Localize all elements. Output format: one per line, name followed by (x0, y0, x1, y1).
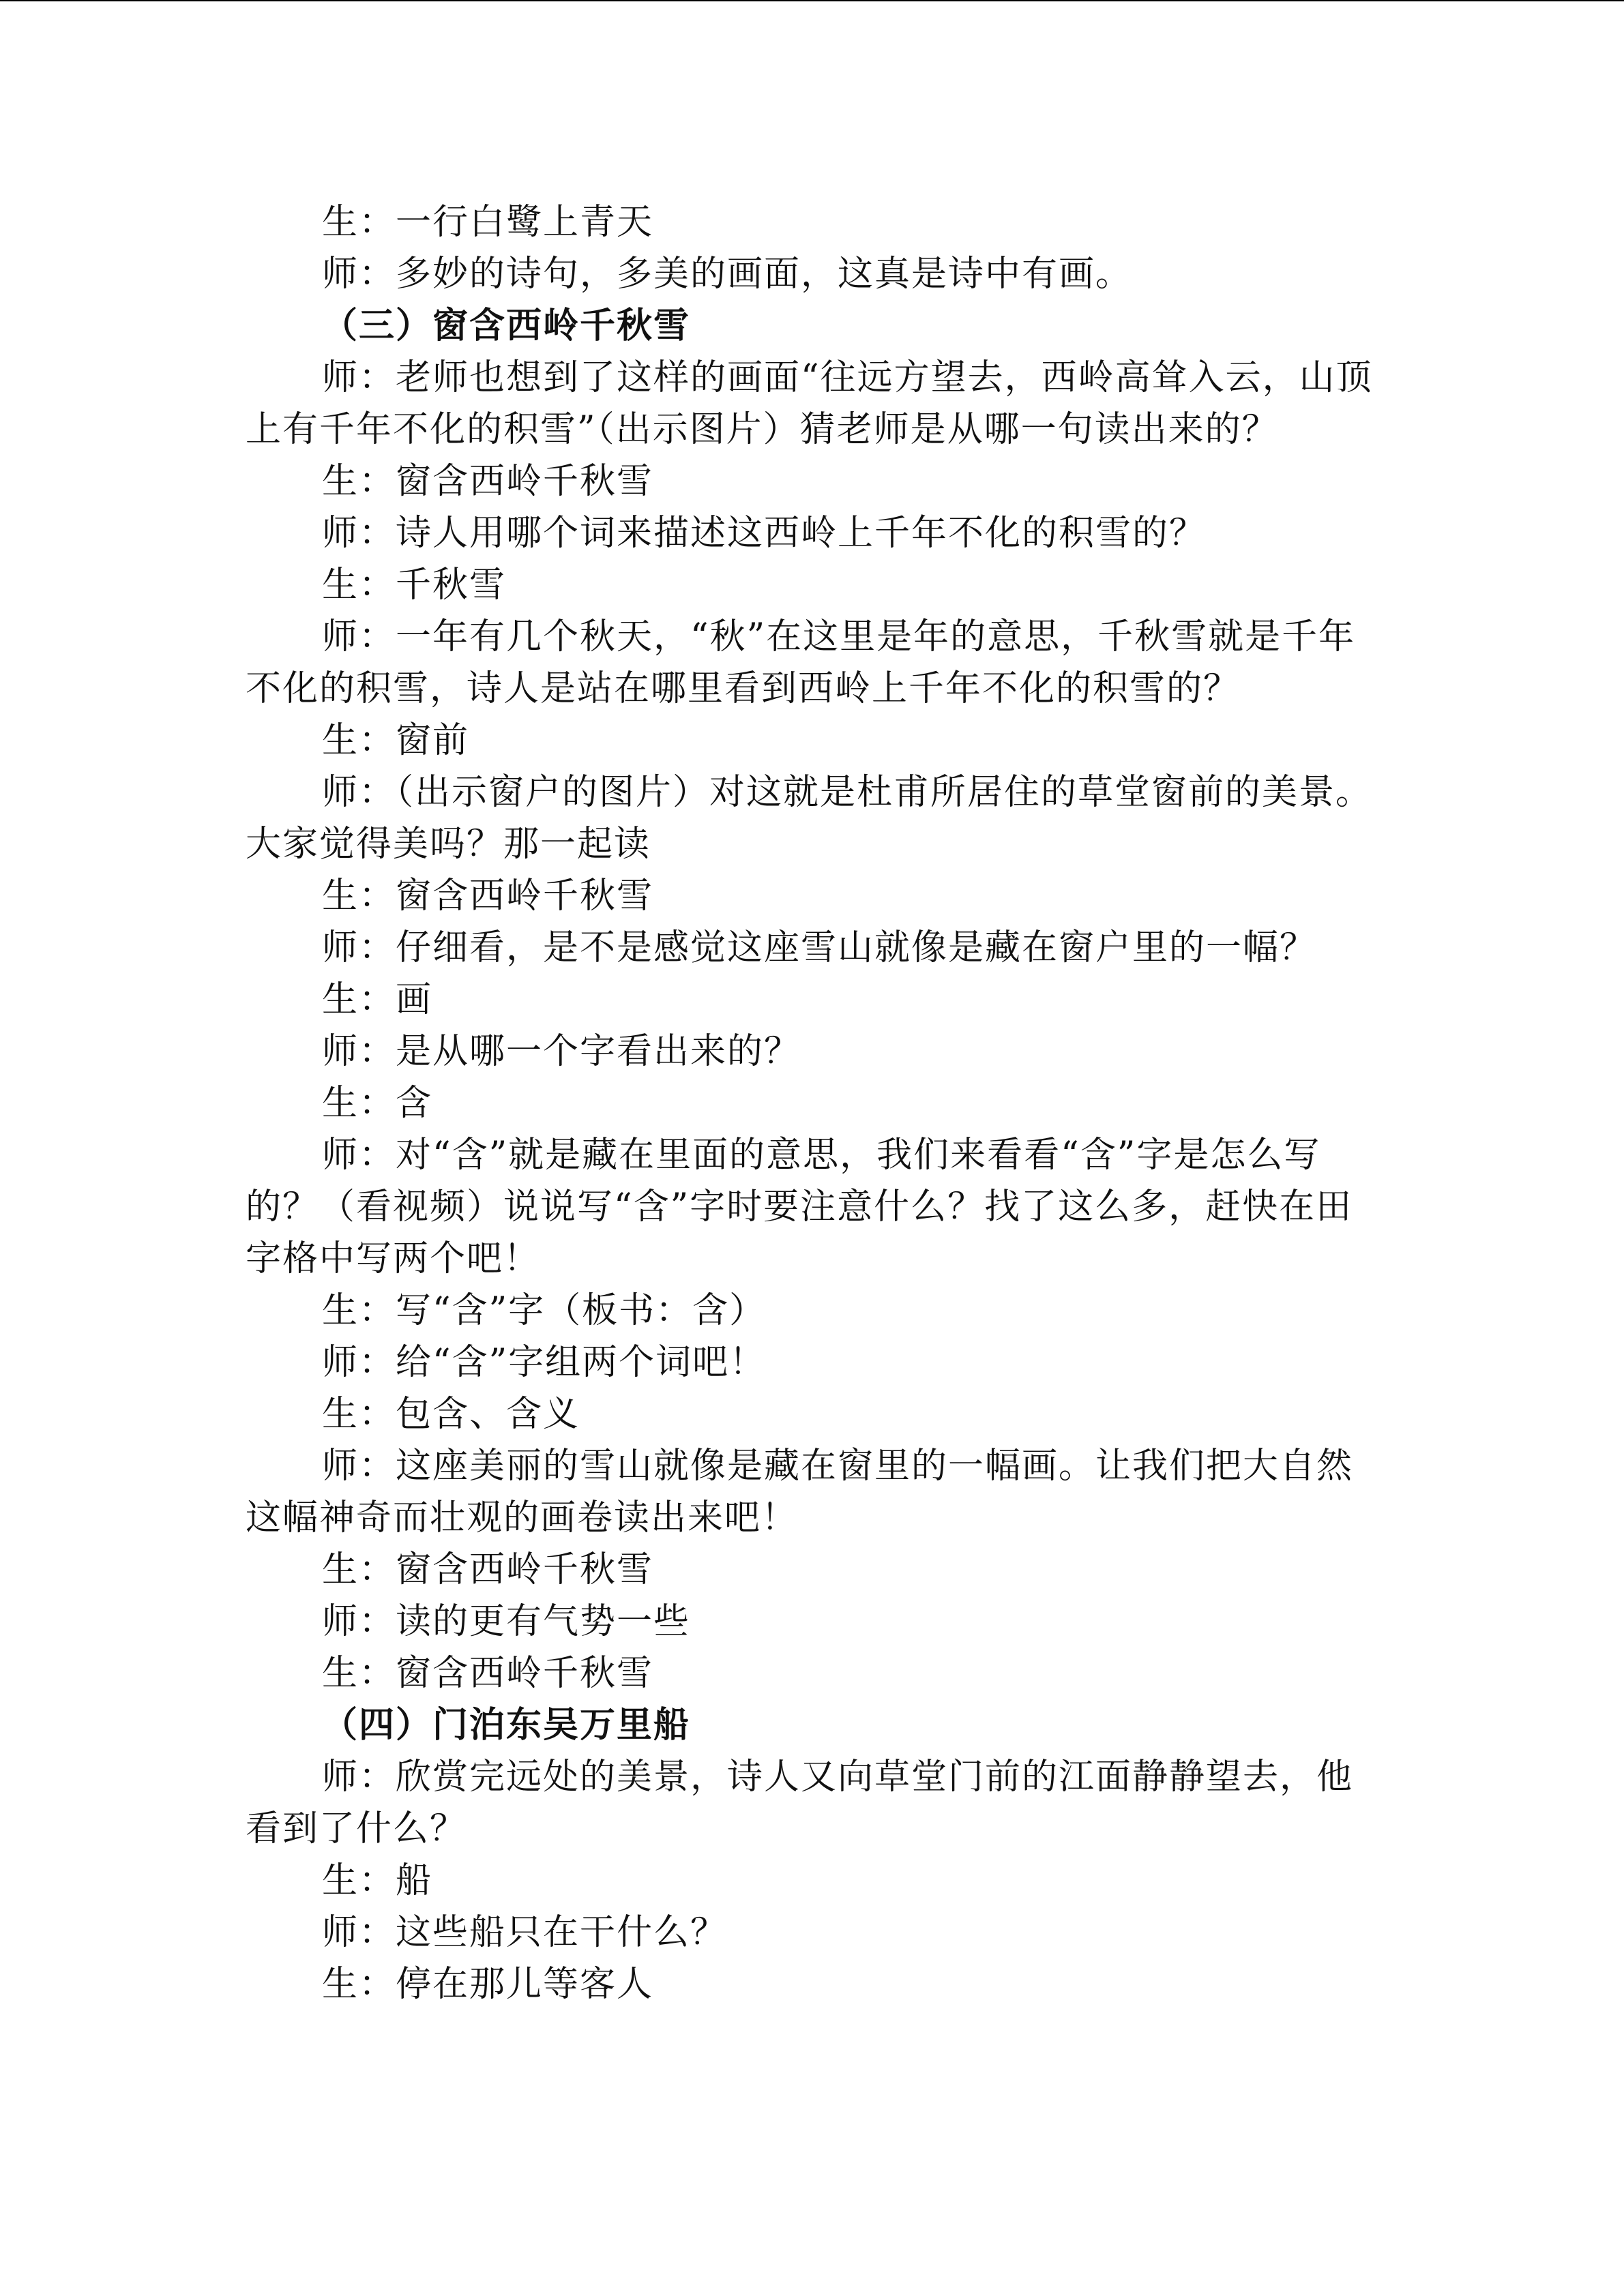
dialogue-line: 师：读的更有气势一些 (322, 1601, 691, 1642)
dialogue-line: 生：画 (322, 979, 433, 1020)
dialogue-line: 师：老师也想到了这样的画面“往远方望去，西岭高耸入云，山顶上有千年不化的积雪”（出示图片）猜老师是从哪一句读出来的？ (246, 357, 1373, 450)
dialogue-line: 师：这些船只在干什么？ (322, 1912, 728, 1953)
dialogue-line: 生：窗前 (322, 720, 470, 761)
dialogue-line: 师：诗人用哪个词来描述这西岭上千年不化的积雪的？ (322, 513, 1207, 554)
document-body (246, 196, 1378, 2010)
section-heading: （三）窗含西岭千秋雪 (322, 305, 691, 346)
dialogue-line: 生：一行白鹭上青天 (322, 202, 654, 243)
dialogue-line: 生：千秋雪 (322, 565, 507, 606)
dialogue-line: 生：船 (322, 1860, 433, 1901)
dialogue-line: 生：包含、含义 (322, 1394, 580, 1435)
dialogue-line: 生：停在那儿等客人 (322, 1964, 654, 2005)
dialogue-line: 生：含 (322, 1083, 433, 1124)
dialogue-line: 师：仔细看，是不是感觉这座雪山就像是藏在窗户里的一幅？ (322, 927, 1317, 968)
dialogue-line: 师：是从哪一个字看出来的？ (322, 1031, 801, 1072)
dialogue-line: 生：窗含西岭千秋雪 (322, 1653, 654, 1694)
dialogue-line: 师：多妙的诗句，多美的画面，这真是诗中有画。 (322, 254, 1133, 295)
dialogue-line: 生：窗含西岭千秋雪 (322, 461, 654, 502)
dialogue-line: 生：写“含”字（板书：含） (322, 1290, 767, 1331)
dialogue-line: 生：窗含西岭千秋雪 (322, 876, 654, 916)
dialogue-line: 师：对“含”就是藏在里面的意思，我们来看看“含”字是怎么写的？（看视频）说说写“含”字时要注意什么？找了这么多，赶快在田字格中写两个吧！ (246, 1135, 1353, 1279)
top-border-line (0, 0, 1624, 1)
dialogue-line: 师：一年有几个秋天，“秋”在这里是年的意思，千秋雪就是千年不化的积雪，诗人是站在哪里看到西岭上千年不化的积雪的？ (246, 616, 1356, 709)
dialogue-line: 师：欣赏完远处的美景，诗人又向草堂门前的江面静静望去，他看到了什么？ (246, 1757, 1354, 1849)
dialogue-line: 师：这座美丽的雪山就像是藏在窗里的一幅画。让我们把大自然这幅神奇而壮观的画卷读出来吧！ (246, 1446, 1354, 1538)
dialogue-line: 师：（出示窗户的图片）对这就是杜甫所居住的草堂窗前的美景。大家觉得美吗？那一起读 (246, 772, 1373, 865)
dialogue-line: 生：窗含西岭千秋雪 (322, 1549, 654, 1590)
section-heading: （四）门泊东吴万里船 (322, 1705, 691, 1746)
dialogue-line: 师：给“含”字组两个词吧！ (322, 1342, 767, 1383)
